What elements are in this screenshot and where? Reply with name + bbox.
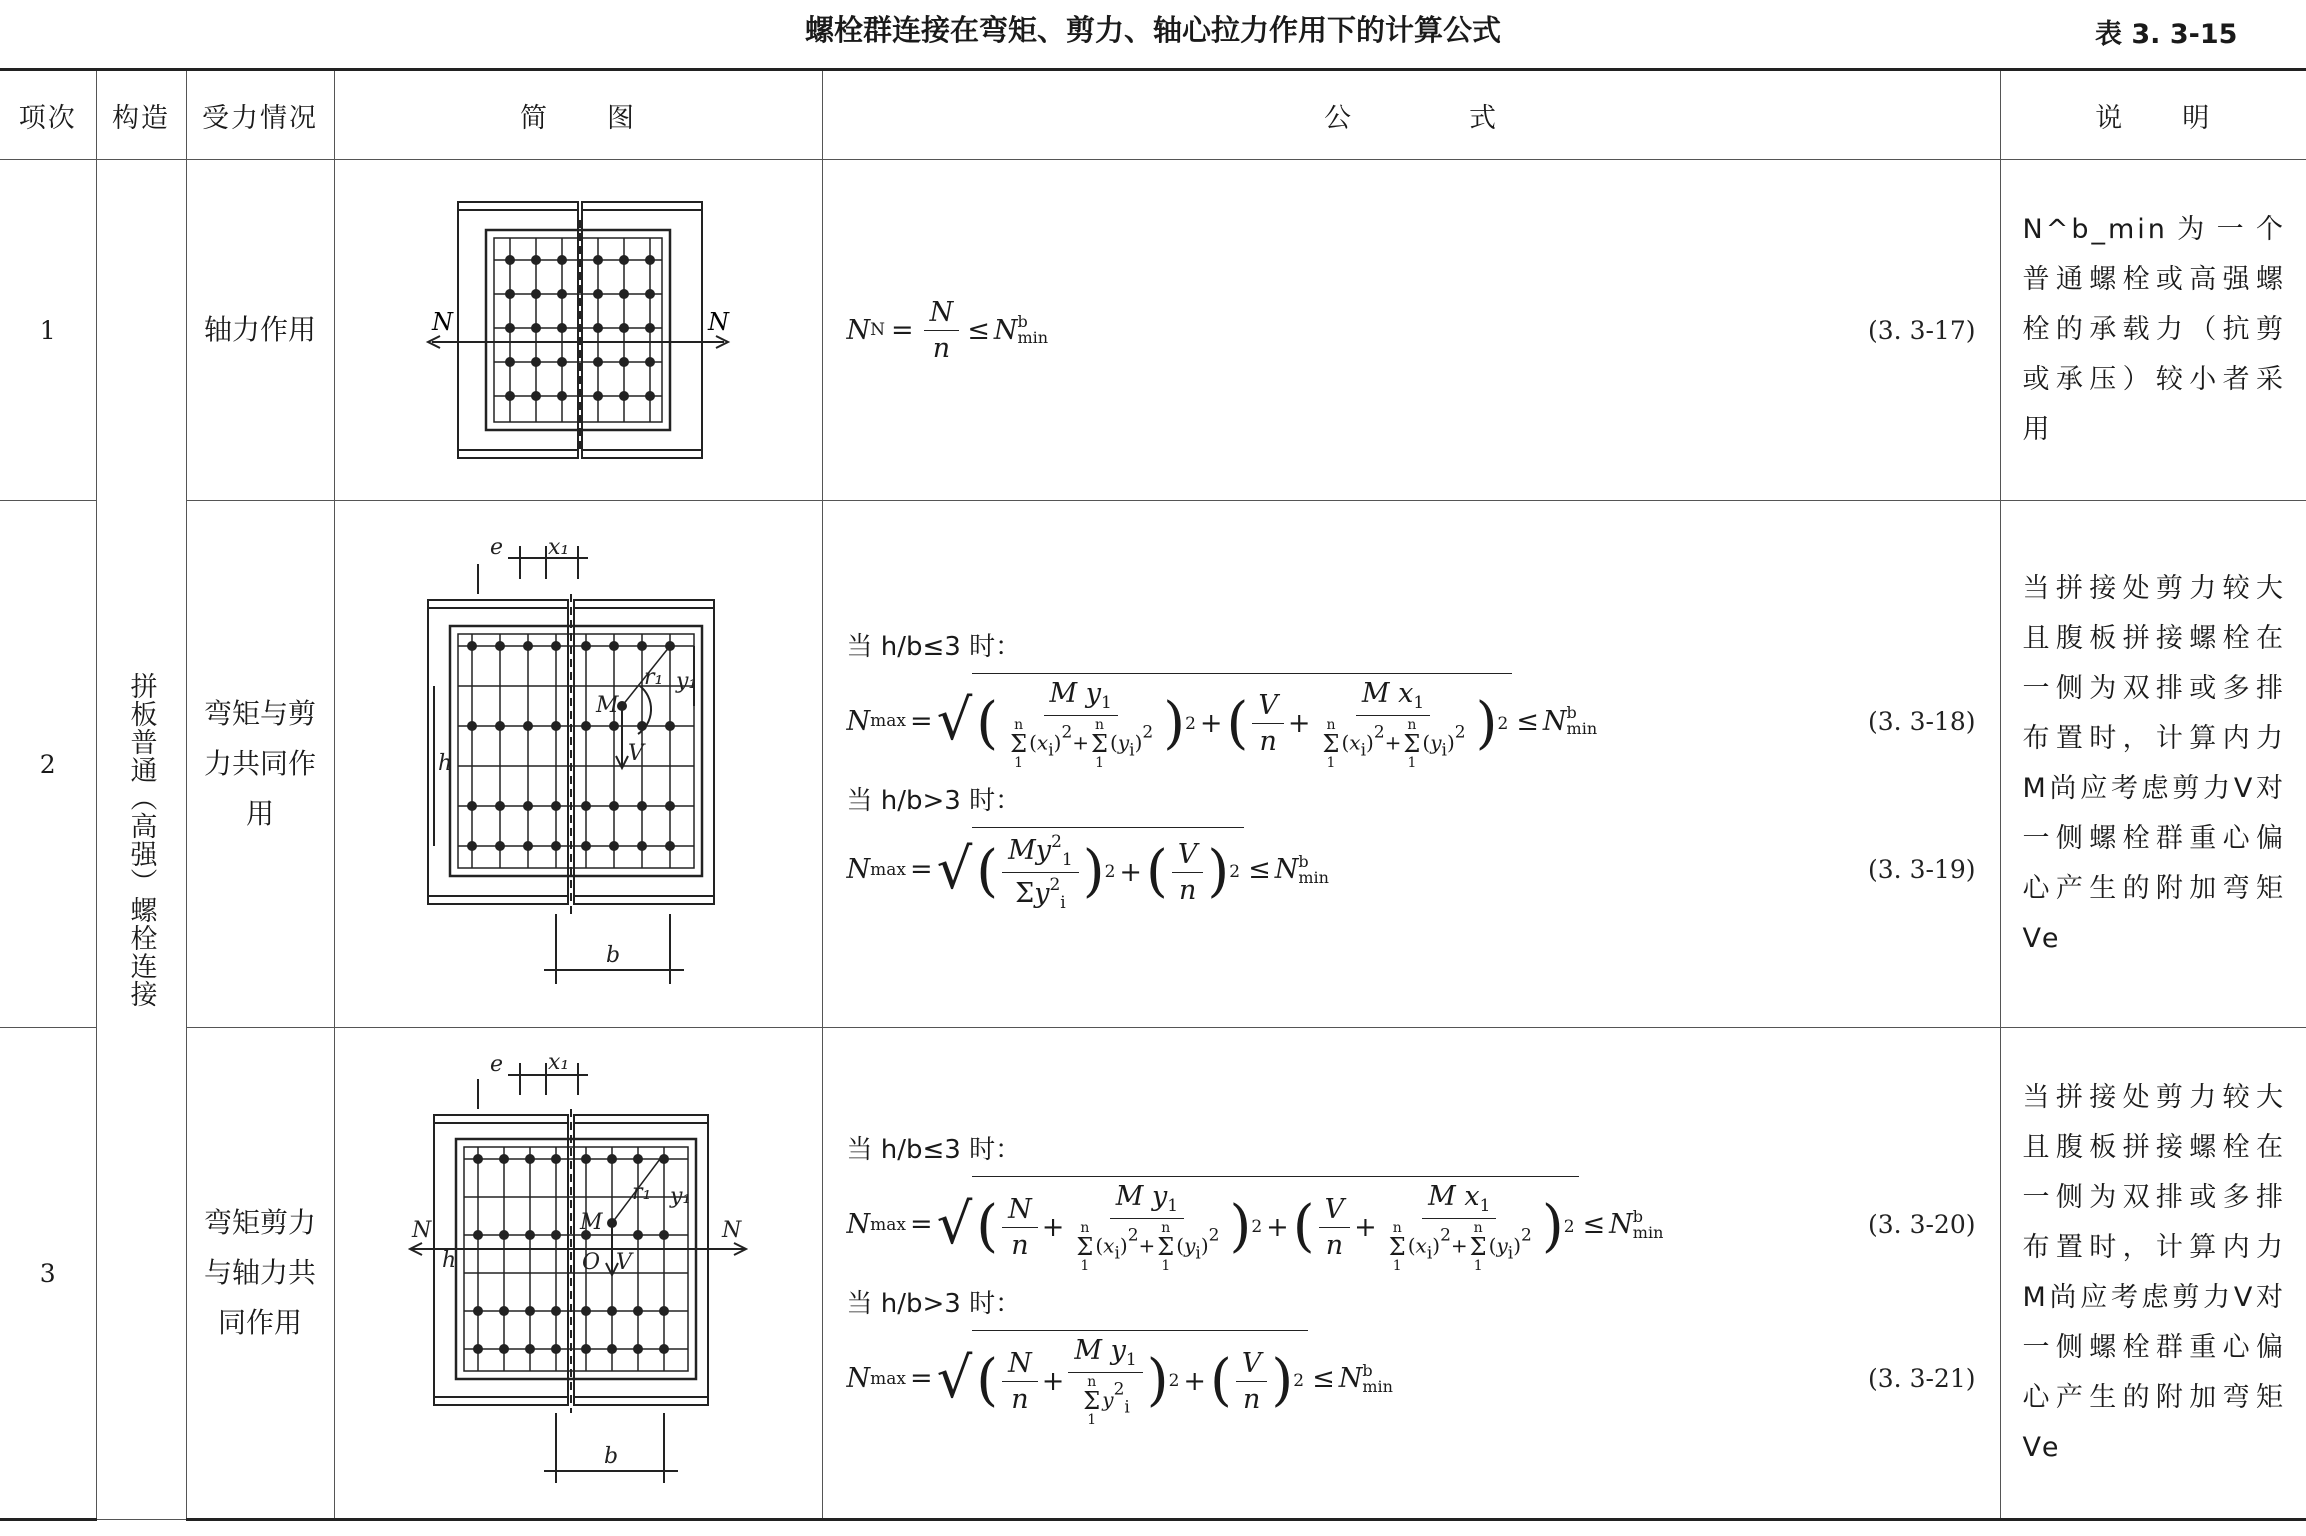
equation-number: (3. 3-21) bbox=[1868, 1364, 1976, 1393]
table-row bbox=[0, 1028, 2306, 1520]
structure-text: 拼板普通︵高强︶螺栓连接 bbox=[125, 671, 157, 1008]
table-title: 螺栓群连接在弯矩、剪力、轴心拉力作用下的计算公式 bbox=[804, 13, 1501, 47]
header-load-case: 受力情况 bbox=[186, 70, 334, 160]
sketch-cell bbox=[334, 1028, 822, 1520]
remarks: N^b_min为一个普通螺栓或高强螺栓的承载力（抗剪或承压）较小者采用 bbox=[2000, 160, 2306, 501]
label-b: b bbox=[604, 1444, 619, 1469]
formula-table bbox=[0, 68, 2306, 1521]
load-case: 弯矩剪力与轴力共同作用 bbox=[186, 1028, 334, 1520]
label-h: h bbox=[438, 751, 453, 776]
table-row bbox=[0, 501, 2306, 1028]
label-m: M bbox=[596, 693, 619, 718]
label-v: V bbox=[628, 741, 644, 766]
label-e: e bbox=[490, 535, 504, 560]
table-row bbox=[0, 160, 2306, 501]
sketch-cell bbox=[334, 160, 822, 501]
row-number: 2 bbox=[0, 501, 96, 1028]
formula-3-3-17: N N = $\frac{N}{n}$ ≤ N b min bbox=[846, 296, 1049, 364]
header-sketch: 简 图 bbox=[334, 70, 822, 160]
equation-number: (3. 3-19) bbox=[1868, 855, 1976, 884]
label-n-right: N bbox=[708, 308, 729, 336]
splice-moment-shear-sketch bbox=[408, 534, 748, 994]
condition-2: 当 h/b>3 时： bbox=[846, 1289, 1022, 1319]
header-formula: 公 式 bbox=[822, 70, 2000, 160]
condition-2: 当 h/b>3 时： bbox=[846, 785, 1022, 816]
formula-3-3-20: N max = √ ( $\frac{N}{n}$ + M $y_1$ n Σ 1 $(x_i)^2+$ n Σ 1 $(y_i)^2$ ) 2 + ( $\frac{V}{n}$ + M $x_1$ n Σ 1 $(x_i)^2+$ n Σ 1 $(y_i)^2$ ) 2 ≤ N b min bbox=[847, 1176, 1664, 1273]
equation-number: (3. 3-18) bbox=[1868, 706, 1976, 736]
row-number: 3 bbox=[0, 1028, 96, 1520]
formula-cell bbox=[822, 501, 2000, 1028]
header-structure: 构造 bbox=[96, 70, 186, 160]
header-item-no: 项次 bbox=[0, 70, 96, 160]
equation-number: (3. 3-20) bbox=[1868, 1210, 1976, 1239]
load-case: 弯矩与剪力共同作用 bbox=[186, 501, 334, 1028]
splice-axial-sketch bbox=[418, 180, 738, 480]
condition-1: 当 h/b≤3 时： bbox=[846, 1135, 1022, 1165]
table-number: 表 3. 3-15 bbox=[2095, 19, 2238, 50]
label-y1: y₁ bbox=[670, 1184, 692, 1209]
equation-number: (3. 3-17) bbox=[1868, 315, 1976, 345]
label-n-left: N bbox=[432, 308, 453, 336]
label-y1: y₁ bbox=[676, 669, 698, 694]
formula-3-3-19: N max = √ ( $\frac{My^2_1}{\Sigma y^2_i}$ ) 2 + ( $\frac{V}{n}$ ) 2 ≤ N b min bbox=[847, 827, 1329, 913]
splice-moment-shear-axial-sketch bbox=[408, 1053, 748, 1493]
remarks: 当拼接处剪力较大且腹板拼接螺栓在一侧为双排或多排布置时，计算内力M尚应考虑剪力V对一侧螺栓群重心偏心产生的附加弯矩Ve bbox=[2000, 501, 2306, 1028]
label-r1: r₁ bbox=[644, 665, 664, 690]
formula-3-3-21: N max = √ ( $\frac{N}{n}$ + M $y_1$ n Σ 1 $y^2_i$ ) 2 + ( $\frac{V}{n}$ ) 2 ≤ N b min bbox=[847, 1330, 1393, 1427]
label-o: O bbox=[582, 1250, 601, 1275]
header-remarks: 说 明 bbox=[2000, 70, 2306, 160]
label-r1: r₁ bbox=[632, 1180, 652, 1205]
condition-1: 当 h/b≤3 时： bbox=[846, 631, 1022, 662]
label-e: e bbox=[490, 1053, 504, 1077]
label-x1: x₁ bbox=[548, 535, 570, 560]
label-x1: x₁ bbox=[548, 1053, 570, 1075]
row-number: 1 bbox=[0, 160, 96, 501]
formula-cell bbox=[822, 1028, 2000, 1520]
remarks: 当拼接处剪力较大且腹板拼接螺栓在一侧为双排或多排布置时，计算内力M尚应考虑剪力V对一侧螺栓群重心偏心产生的附加弯矩Ve bbox=[2000, 1028, 2306, 1520]
label-m: M bbox=[580, 1210, 603, 1235]
load-case: 轴力作用 bbox=[186, 160, 334, 501]
label-n-right: N bbox=[722, 1218, 742, 1243]
label-n-left: N bbox=[412, 1218, 432, 1243]
formula-3-3-18: N max = √ ( M $y_1$ n Σ 1 $(x_i)^2+$ n Σ 1 $(y_i)^2$ ) 2 + ( $\frac{V}{n}$ + M $x_1$ n Σ 1 $(x_i)^2+$ n Σ 1 $(y_i)^2$ ) 2 ≤ N b min bbox=[847, 673, 1598, 770]
sketch-cell bbox=[334, 501, 822, 1028]
formula-cell bbox=[822, 160, 2000, 501]
label-h: h bbox=[442, 1248, 457, 1273]
structure-cell bbox=[96, 160, 186, 1520]
label-v: V bbox=[616, 1250, 632, 1275]
label-b: b bbox=[606, 943, 621, 968]
